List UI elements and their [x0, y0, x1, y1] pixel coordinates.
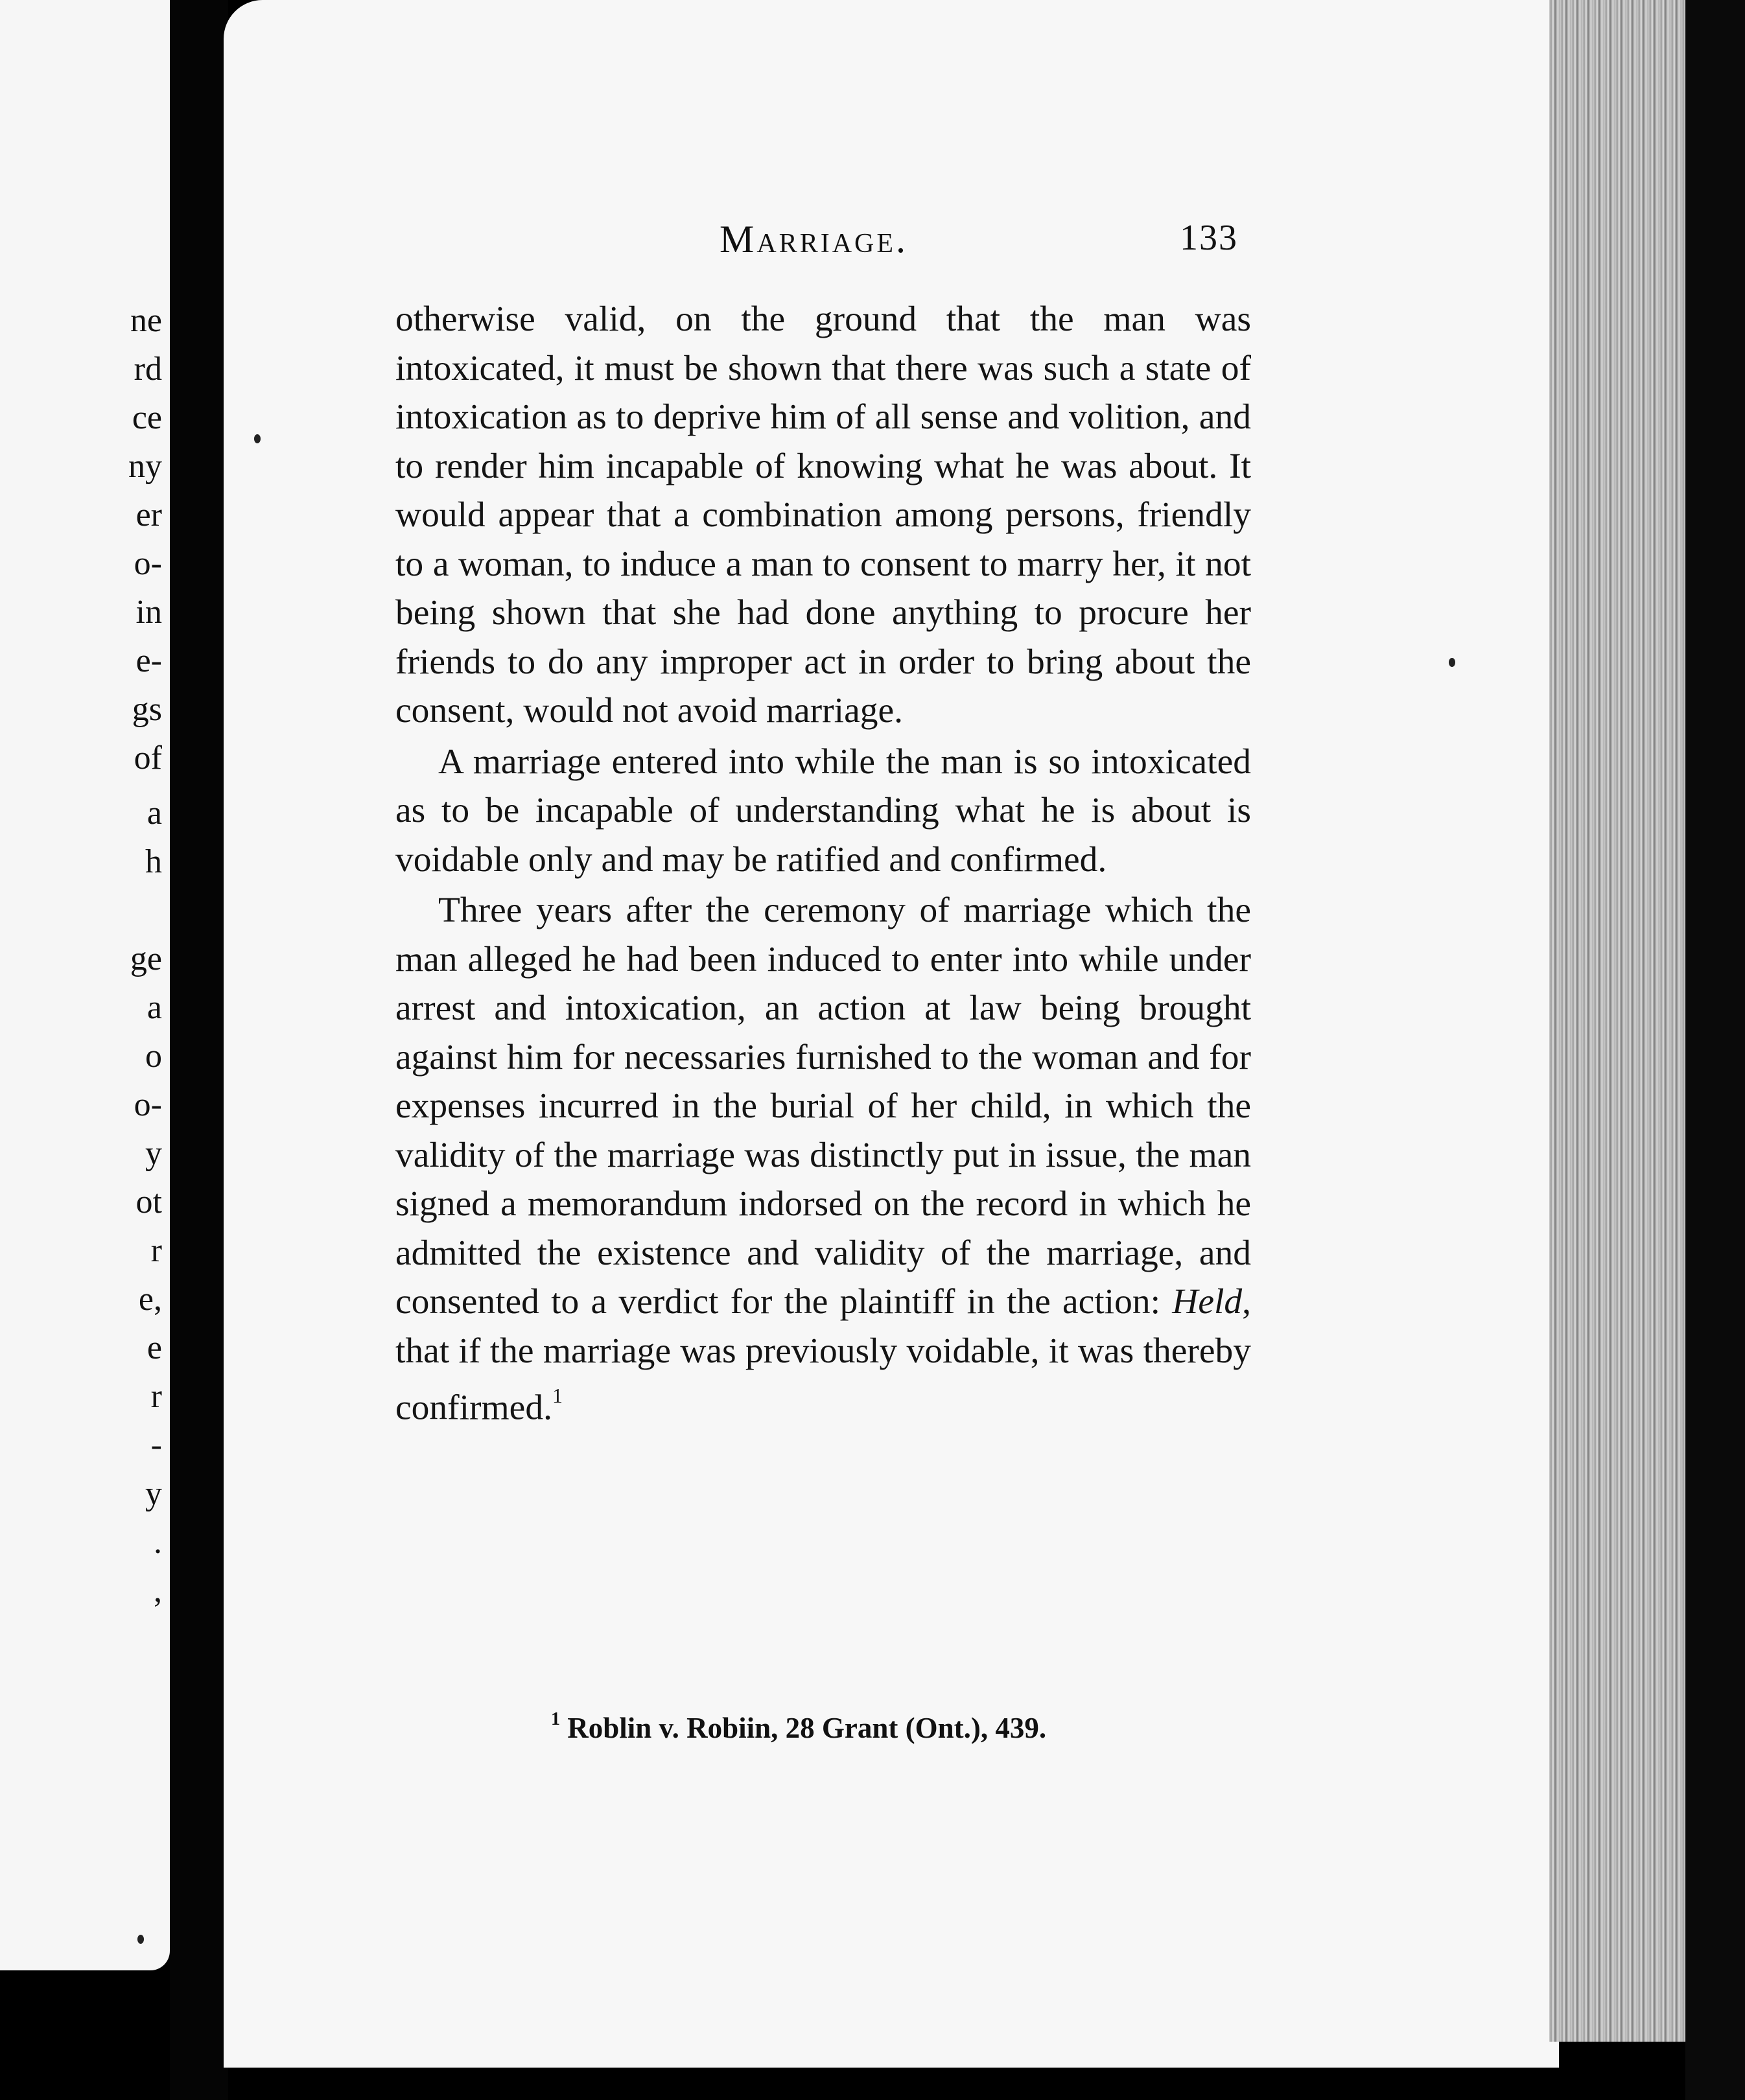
fragment: a	[146, 795, 162, 832]
fragment: -	[150, 1427, 162, 1464]
fragment: a	[146, 989, 162, 1026]
fragment: ny	[128, 448, 162, 485]
paragraph-tail: , that if the marriage was previously voidable, it was thereby confirmed.	[395, 1282, 1251, 1428]
paragraph-text: Three years after the ceremony of marriage which the man alleged he had been induced to enter into while under arrest and intoxication, an action at law being brought against him for necessaries furnished to the woman and for expenses incurred in the burial of her child, in which the validity of the marriage was distinctly put in issue, the man signed a memorandum indorsed on the record in which he admitted the existence and validity of the marriage, and consented to a verdict for the plaintiff in the action:	[395, 891, 1251, 1322]
fragment: e-	[135, 642, 162, 679]
fragment: y	[145, 1135, 162, 1172]
footnote-marker: 1	[551, 1709, 560, 1729]
running-head	[720, 217, 1238, 269]
paragraph: otherwise valid, on the ground that the man was intoxicated, it must be shown that there was such a state of intoxication as to deprive him of all sense and volition, and to render him incapable of knowing what he was about. It would appear that a combination among persons, friendly to a woman, to induce a man to consent to marry her, it not being shown that she had done anything to procure her friends to do any improper act in order to bring about the consent, would not avoid marriage.	[395, 299, 1251, 730]
fragment: .	[154, 1524, 162, 1561]
page-number: 133	[1180, 218, 1238, 258]
ink-speck	[254, 434, 261, 443]
ink-speck	[137, 1935, 144, 1944]
fragment: ce	[132, 399, 162, 436]
fragment: r	[150, 1232, 162, 1269]
paragraph	[395, 886, 1251, 1432]
fragment: h	[145, 843, 162, 880]
previous-page-edge	[0, 0, 170, 1970]
footnote-text: Roblin v. Robiin, 28 Grant (Ont.), 439.	[567, 1712, 1047, 1744]
book-cover-edge	[1685, 0, 1745, 2100]
fragment: y	[145, 1475, 162, 1512]
fragment: r	[150, 1378, 162, 1415]
fragment: er	[135, 496, 162, 533]
fragment: e,	[138, 1281, 162, 1318]
fragment: ot	[135, 1184, 162, 1220]
held-word: Held	[1172, 1282, 1243, 1322]
fragment: o	[145, 1038, 162, 1075]
fragment: gs	[132, 691, 162, 728]
footnote-reference: 1	[552, 1384, 563, 1407]
fragment: rd	[134, 351, 162, 388]
fragment: e	[146, 1329, 162, 1366]
fragment: o-	[134, 1086, 162, 1123]
fragment: o-	[134, 545, 162, 582]
book-gutter	[170, 0, 228, 2100]
fragment: ,	[154, 1572, 162, 1609]
fragment: ne	[130, 302, 162, 339]
body-text	[395, 295, 1251, 1432]
paragraph: A marriage entered into while the man is so intoxicated as to be incapable of understanding what he is about is voidable only and may be ratified and confirmed.	[395, 741, 1251, 880]
fragment: of	[134, 740, 162, 776]
ink-speck	[1449, 658, 1455, 667]
fragment: in	[135, 594, 162, 631]
running-head-title: Marriage.	[720, 218, 909, 261]
footnote	[551, 1711, 1199, 1745]
fragment: ge	[130, 940, 162, 977]
